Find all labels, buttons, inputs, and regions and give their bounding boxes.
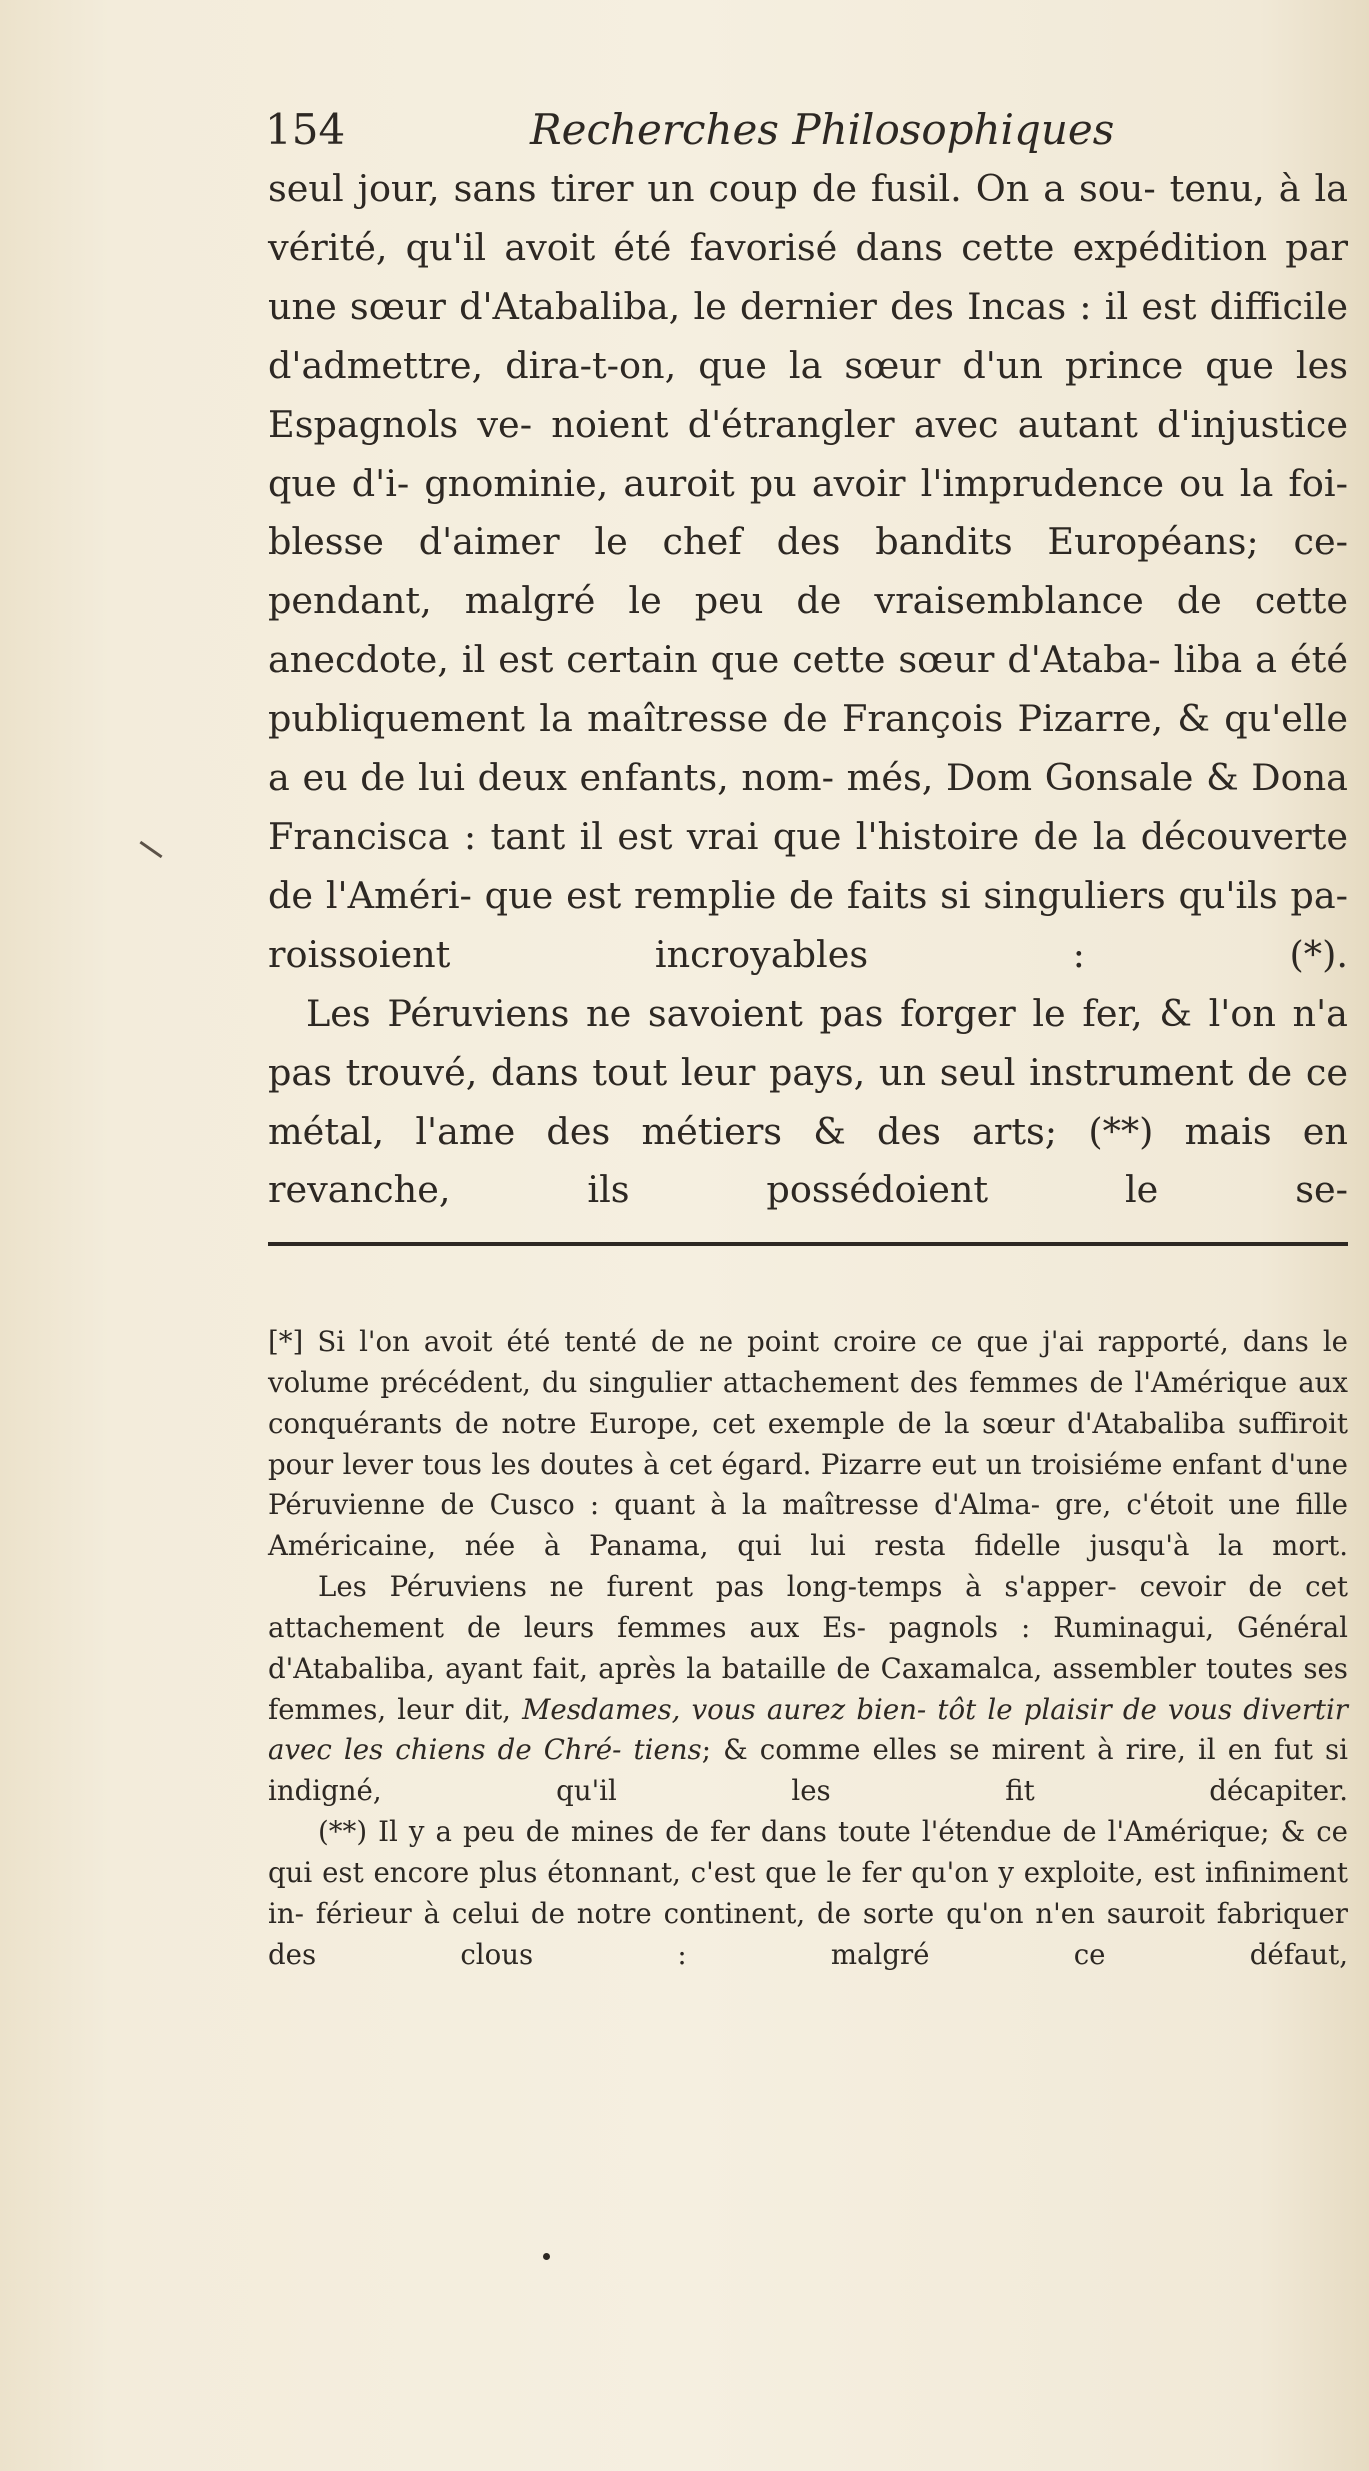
- quote-italic: Mesdames, vous aurez bien-: [522, 1692, 927, 1726]
- note-line: Péruvienne de Cusco : quant à la maîtresse d'Alma-: [268, 1488, 1041, 1522]
- note-line: n'en sauroit fabriquer des clous : malgré ce défaut,: [268, 1896, 1348, 1971]
- text-line: pendant, malgré le peu de vraisemblance de cette: [268, 579, 1348, 623]
- text-line: tenu, à la vérité, qu'il avoit été favorisé dans cette: [268, 167, 1348, 269]
- running-title: Recherches Philosophiques: [530, 105, 1115, 154]
- note-line: ses femmes, leur dit,: [268, 1651, 1348, 1726]
- text-line: expédition par une sœur d'Atabaliba, le dernier: [268, 225, 1348, 328]
- note-line: gre, c'étoit une fille Américaine, née à Panama,: [268, 1488, 1348, 1563]
- footnote-1-continuation: [268, 1567, 1348, 1812]
- note-line: férieur à celui de notre continent, de sorte qu'on: [315, 1896, 1024, 1930]
- quote-italic: tiens: [633, 1733, 702, 1767]
- note-line: sœur d'Atabaliba suffiroit pour lever tous les doutes: [268, 1406, 1348, 1481]
- footnote-1: [268, 1322, 1348, 1567]
- text-line: arts; (**) mais en revanche, ils possédoient le se-: [268, 1109, 1348, 1212]
- note-line: [*] Si l'on avoit été tenté de ne point croire ce: [268, 1325, 963, 1358]
- note-line: à cet égard. Pizarre eut un troisiéme enfant d'une: [643, 1447, 1348, 1481]
- paragraph-2: [268, 985, 1348, 1221]
- note-line: c'est que le fer qu'on y exploite, est infiniment in-: [268, 1855, 1348, 1930]
- note-line: fait, après la bataille de Caxamalca, assembler toutes: [532, 1651, 1294, 1685]
- note-line: conquérants de notre Europe, cet exemple de la: [268, 1406, 970, 1440]
- running-header: [265, 100, 1345, 160]
- note-line: cevoir de cet attachement de leurs femmes aux Es-: [268, 1570, 1348, 1644]
- note-line: pagnols : Ruminagui, Général d'Atabaliba, ayant: [268, 1610, 1348, 1685]
- note-line: que j'ai rapporté, dans le volume précédent, du: [268, 1325, 1348, 1399]
- text-line: més, Dom Gonsale & Dona Francisca : tant il: [268, 756, 1348, 858]
- text-line: l'on n'a pas trouvé, dans tout leur pays, un seul: [268, 991, 1348, 1094]
- footnote-divider: [268, 1242, 1348, 1246]
- footnote-2: [268, 1812, 1348, 1975]
- text-line: noient d'étrangler avec autant d'injustice que d'i-: [268, 402, 1348, 505]
- text-line: liba a été publiquement la maîtresse de François: [268, 638, 1348, 741]
- note-line: indigné, qu'il les fit décapiter.: [268, 1774, 1348, 1808]
- text-line: anecdote, il est certain que cette sœur d'Ataba-: [268, 638, 1161, 682]
- margin-mark: [139, 841, 162, 858]
- note-line: ; & comme elles se mirent à rire, il en fut si: [701, 1733, 1348, 1767]
- text-line: instrument de ce métal, l'ame des métiers & des: [268, 1050, 1348, 1153]
- footnotes: [268, 1322, 1348, 1976]
- text-line: Les Péruviens ne savoient pas forger le fer, &: [306, 991, 1192, 1035]
- text-line: que la sœur d'un prince que les Espagnols ve-: [268, 343, 1349, 446]
- page-number: 154: [265, 105, 346, 154]
- text-line: Pizarre, & qu'elle a eu de lui deux enfants, nom-: [268, 697, 1348, 800]
- note-line: Les Péruviens ne furent pas long-temps à s'apper-: [318, 1570, 1117, 1604]
- text-line: est vrai que l'histoire de la découverte de l'Améri-: [268, 814, 1348, 917]
- text-line: blesse d'aimer le chef des bandits Européans; ce-: [268, 520, 1348, 564]
- ink-spot: [543, 2253, 550, 2260]
- text-line: roissoient incroyables : (*).: [268, 932, 1348, 976]
- text-line: seul jour, sans tirer un coup de fusil. On a sou-: [268, 167, 1156, 210]
- quote-italic: tôt le plaisir de vous divertir avec les chiens de Chré-: [268, 1692, 1348, 1767]
- note-line: (**) Il y a peu de mines de fer dans toute l'étendue: [318, 1815, 1052, 1849]
- text-line: des Incas : il est difficile d'admettre, dira-t-on,: [268, 284, 1348, 387]
- main-text: [268, 160, 1348, 1220]
- note-line: singulier attachement des femmes de l'Amérique aux: [588, 1365, 1348, 1399]
- text-line: gnominie, auroit pu avoir l'imprudence ou la foi-: [424, 461, 1348, 505]
- text-line: que est remplie de faits si singuliers qu'ils pa-: [484, 873, 1348, 917]
- note-line: de l'Amérique; & ce qui est encore plus étonnant,: [268, 1815, 1348, 1889]
- paragraph-1: [268, 160, 1348, 985]
- note-line: qui lui resta fidelle jusqu'à la mort.: [737, 1529, 1348, 1563]
